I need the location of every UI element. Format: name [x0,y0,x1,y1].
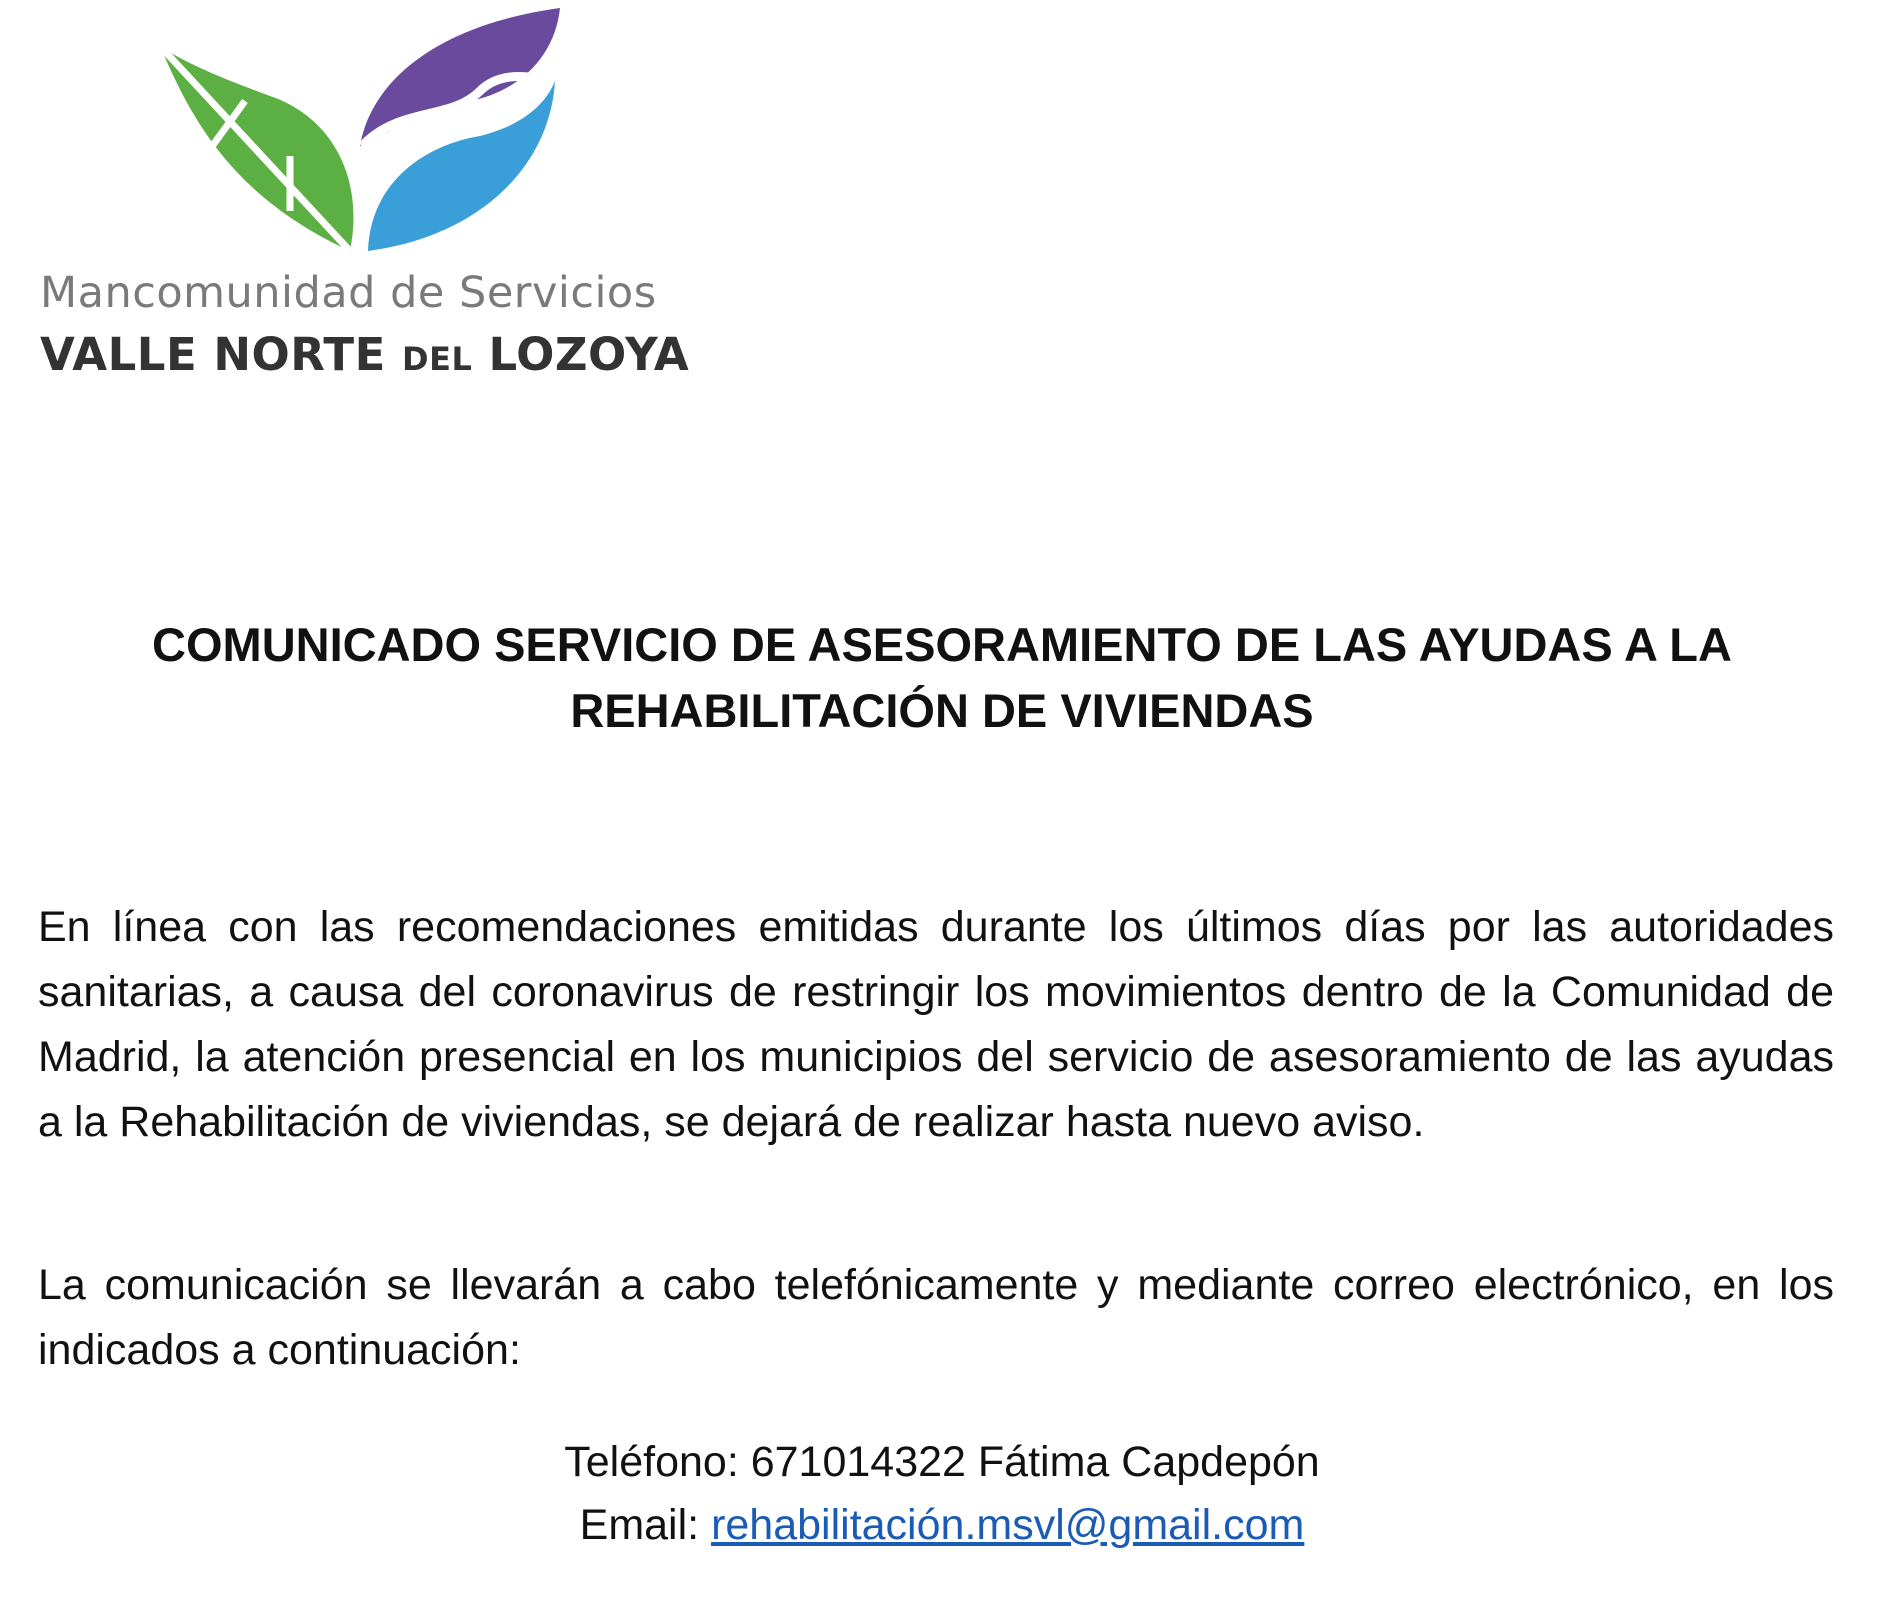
contact-email [0,1495,1884,1555]
title-line-2: REHABILITACIÓN DE VIVIENDAS [570,684,1314,737]
paragraph-announcement: En línea con las recomendaciones emitidas durante los últimos días por las autoridades sanitarias, a causa del coronavirus de restringir los movimientos dentro de la Comunidad de Madrid, la atención presencial en los municipios del servicio de asesoramiento de las ayudas a la Rehabilitación de viviendas, se dejará de realizar hasta nuevo aviso. [38,903,1834,1146]
organization-logo [40,6,690,386]
paragraph-contact-intro: La comunicación se llevarán a cabo telefónicamente y mediante correo electrónico, en los indicados a continuación: [38,1261,1834,1374]
leaves-logo-icon [150,6,610,256]
logo-subtitle: Mancomunidad de Servicios [40,268,657,318]
contact-phone: Teléfono: 671014322 Fátima Capdepón [564,1438,1320,1486]
title-line-1: COMUNICADO SERVICIO DE ASESORAMIENTO DE LAS AYUDAS A LA [152,618,1732,671]
logo-name: VALLE NORTE DEL LOZOYA [40,328,690,381]
document-title [60,612,1824,744]
email-label: Email: [579,1501,712,1549]
email-link[interactable]: rehabilitación.msvl@gmail.com [711,1501,1305,1549]
